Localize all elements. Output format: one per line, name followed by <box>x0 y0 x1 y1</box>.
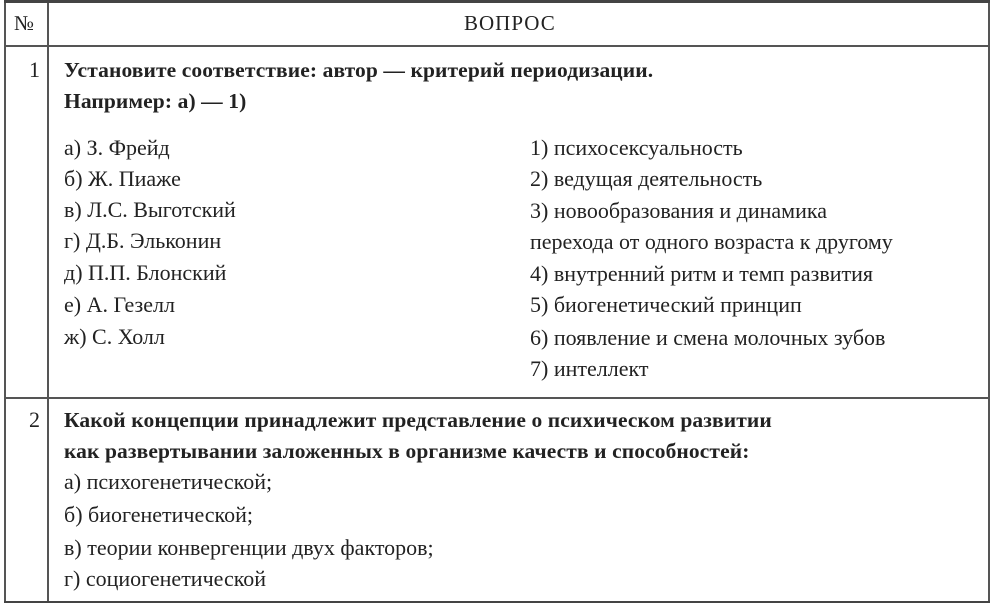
author-item: в) Л.С. Выготский <box>64 197 236 222</box>
criterion-item: 4) внутренний ритм и темп развития <box>530 261 874 286</box>
author-item: е) А. Гезелл <box>64 292 175 317</box>
header-number: № <box>14 11 36 35</box>
answer-option: б) биогенетической; <box>64 502 254 527</box>
answer-option: г) социогенетической <box>64 566 267 591</box>
author-item: б) Ж. Пиаже <box>64 166 181 191</box>
answer-option: в) теории конвергенции двух факторов; <box>64 535 434 560</box>
column-divider <box>47 3 49 601</box>
table-border-right <box>988 3 990 601</box>
author-item: г) Д.Б. Эльконин <box>64 228 222 253</box>
question-1-prompt-line: Установите соответствие: автор — критерий периодизации. <box>64 58 654 82</box>
criterion-item: 1) психосексуальность <box>530 135 743 160</box>
header-divider <box>4 45 990 47</box>
question-2-prompt-line: как развертывании заложенных в организме качеств и способностей: <box>64 439 750 463</box>
header-question: ВОПРОС <box>464 11 556 35</box>
criterion-item: 6) появление и смена молочных зубов <box>530 325 886 350</box>
question-1-prompt-line: Например: а) — 1) <box>64 89 247 113</box>
criterion-item: 7) интеллект <box>530 356 649 381</box>
answer-option: а) психогенетической; <box>64 469 273 494</box>
question-2-prompt-line: Какой концепции принадлежит представление о психическом развитии <box>64 408 772 432</box>
question-table <box>4 0 990 603</box>
question-2-number: 2 <box>29 407 40 432</box>
table-border-left <box>4 3 6 601</box>
criterion-item: 2) ведущая деятельность <box>530 166 763 191</box>
criterion-item: 3) новообразования и динамика <box>530 198 827 223</box>
author-item: д) П.П. Блонский <box>64 260 227 285</box>
criterion-item: 5) биогенетический принцип <box>530 292 802 317</box>
author-item: ж) С. Холл <box>64 324 165 349</box>
author-item: а) З. Фрейд <box>64 135 170 160</box>
criterion-item: перехода от одного возраста к другому <box>530 229 893 254</box>
question-1-number: 1 <box>29 57 40 82</box>
row-divider <box>4 397 990 399</box>
